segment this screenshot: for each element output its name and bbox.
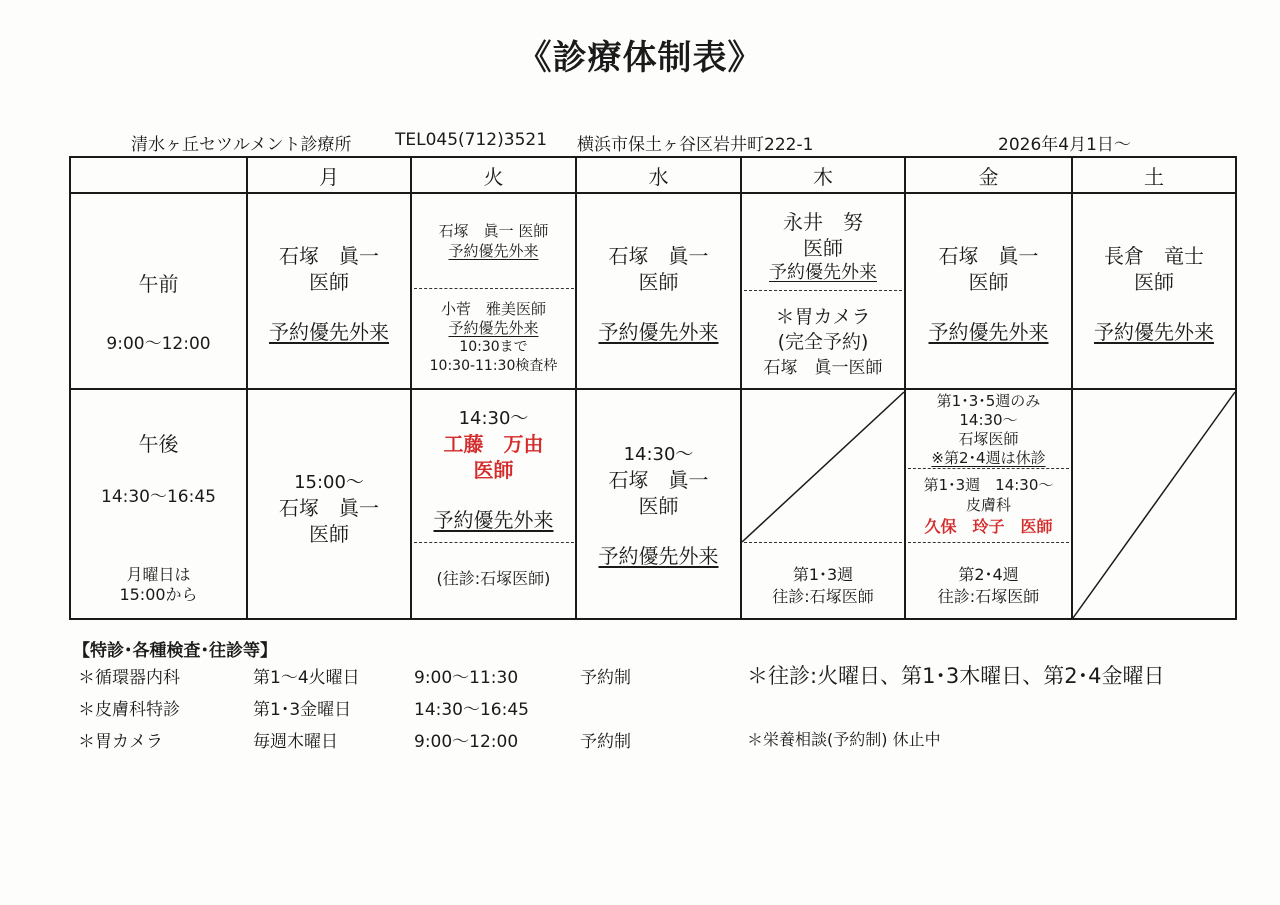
doctor-name: 石塚 眞一 医師: [438, 222, 549, 240]
doctor-name: 小菅 雅美医師: [440, 300, 546, 318]
special-row-name: ＊循環器内科: [78, 668, 180, 688]
day-header-mon: 月: [319, 164, 339, 189]
pm-wed-cell: [577, 390, 740, 618]
start-time: 14:30～: [458, 408, 529, 429]
special-row-name: ＊皮膚科特診: [78, 700, 180, 720]
clinic-address: 横浜市保土ヶ谷区岩井町222-1: [577, 135, 814, 155]
pm-fri-cell: [906, 390, 1071, 618]
clinic-type: 予約優先外来: [769, 262, 877, 283]
day-header-fri: 金: [978, 164, 999, 189]
week-time-note: 第1･3週 14:30～: [923, 476, 1054, 494]
doctor-name: 石塚 眞一: [608, 244, 709, 268]
pm-tue-cell: [412, 390, 575, 618]
day-header-thu: 木: [813, 164, 833, 189]
doctor-name: 石塚 眞一: [608, 468, 709, 492]
doctor-title: 医師: [1134, 270, 1174, 294]
time-note: 10:30まで: [459, 339, 528, 355]
doctor-title: 医師: [803, 236, 843, 260]
week-note: 第1･3･5週のみ: [936, 392, 1041, 410]
reservation-note: (完全予約): [777, 331, 869, 353]
doctor-name: 石塚 眞一: [279, 496, 379, 520]
page-title: 《診療体制表》: [517, 38, 763, 78]
am-wed-cell: [577, 194, 740, 388]
clinic-type: 予約優先外来: [448, 319, 539, 337]
doctor-title: 医師: [638, 270, 679, 294]
nutrition-note: ＊栄養相談(予約制) 休止中: [747, 730, 941, 749]
clinic-type: 予約優先外来: [433, 508, 554, 532]
pm-label-cell: [71, 390, 246, 618]
gastroscope-label: ＊胃カメラ: [775, 306, 871, 328]
doctor-name: 長倉 竜士: [1104, 244, 1204, 268]
pm-label: 午後: [138, 432, 179, 456]
day-header-wed: 水: [648, 164, 669, 189]
clinic-type: 予約優先外来: [1094, 320, 1214, 344]
effective-date: 2026年4月1日～: [998, 135, 1131, 155]
start-time: 15:00～: [294, 472, 364, 493]
exam-slot: 10:30-11:30検査枠: [429, 358, 558, 374]
special-row-day: 第1～4火曜日: [253, 668, 360, 688]
clinic-type: 予約優先外来: [598, 544, 719, 568]
clinic-tel: TEL045(712)3521: [395, 130, 548, 150]
clinic-name: 清水ヶ丘セツルメント診療所: [131, 135, 352, 155]
doctor-name: 石塚 眞一: [938, 244, 1039, 268]
special-row-time: 9:00～12:00: [414, 732, 519, 752]
am-mon-cell: [248, 194, 410, 388]
doctor-title: 医師: [638, 494, 679, 518]
monday-note: 月曜日は: [126, 565, 191, 584]
day-header-sat: 土: [1144, 164, 1164, 189]
pm-thu-cell: [742, 390, 904, 618]
department-label: 皮膚科: [965, 496, 1011, 514]
monday-note-time: 15:00から: [119, 585, 198, 604]
house-call-summary: ＊往診:火曜日、第1･3木曜日、第2･4金曜日: [747, 664, 1165, 688]
am-label: 午前: [138, 272, 179, 296]
special-row-note: 予約制: [580, 668, 631, 688]
doctor-name: 久保 玲子 医師: [924, 517, 1053, 536]
doctor-name: 石塚 眞一: [279, 244, 379, 268]
clinic-type: 予約優先外来: [928, 320, 1049, 344]
doctor-name: 永井 努: [783, 210, 863, 234]
clinic-type: 予約優先外来: [269, 320, 389, 344]
special-row-note: 予約制: [580, 732, 631, 752]
house-call-note: 往診:石塚医師: [937, 587, 1040, 606]
special-row-day: 第1･3金曜日: [253, 700, 352, 720]
schedule-table: [69, 156, 1237, 620]
pm-time: 14:30～16:45: [101, 487, 216, 507]
doctor-name: 石塚 眞一医師: [763, 358, 883, 378]
doctor-name: 工藤 万由: [443, 432, 544, 456]
start-time: 14:30～: [959, 411, 1018, 429]
special-row-time: 14:30～16:45: [414, 700, 529, 720]
week-note: 第1･3週: [792, 565, 854, 584]
closed-note: ※第2･4週は休診: [931, 449, 1046, 467]
house-call-note: 往診:石塚医師: [772, 587, 874, 606]
special-row-name: ＊胃カメラ: [78, 732, 163, 752]
am-thu-cell: [742, 194, 904, 388]
clinic-type: 予約優先外来: [598, 320, 719, 344]
am-fri-cell: [906, 194, 1071, 388]
pm-mon-cell: [248, 390, 410, 618]
special-row-day: 毎週木曜日: [253, 732, 338, 752]
clinic-type: 予約優先外来: [448, 242, 539, 260]
special-row-time: 9:00～11:30: [414, 668, 519, 688]
doctor-title: 医師: [473, 458, 514, 482]
am-label-cell: [71, 194, 246, 388]
doctor-name: 石塚医師: [958, 430, 1019, 448]
doctor-title: 医師: [309, 522, 349, 546]
start-time: 14:30～: [623, 444, 694, 465]
am-time: 9:00～12:00: [106, 334, 211, 354]
footer-heading: 【特診･各種検査･往診等】: [73, 641, 277, 661]
am-tue-cell: [412, 194, 575, 388]
house-call-note: (往診:石塚医師): [436, 569, 551, 588]
day-header-tue: 火: [483, 164, 504, 189]
week-note: 第2･4週: [958, 565, 1019, 584]
doctor-title: 医師: [309, 270, 349, 294]
doctor-title: 医師: [968, 270, 1009, 294]
am-sat-cell: [1073, 194, 1235, 388]
